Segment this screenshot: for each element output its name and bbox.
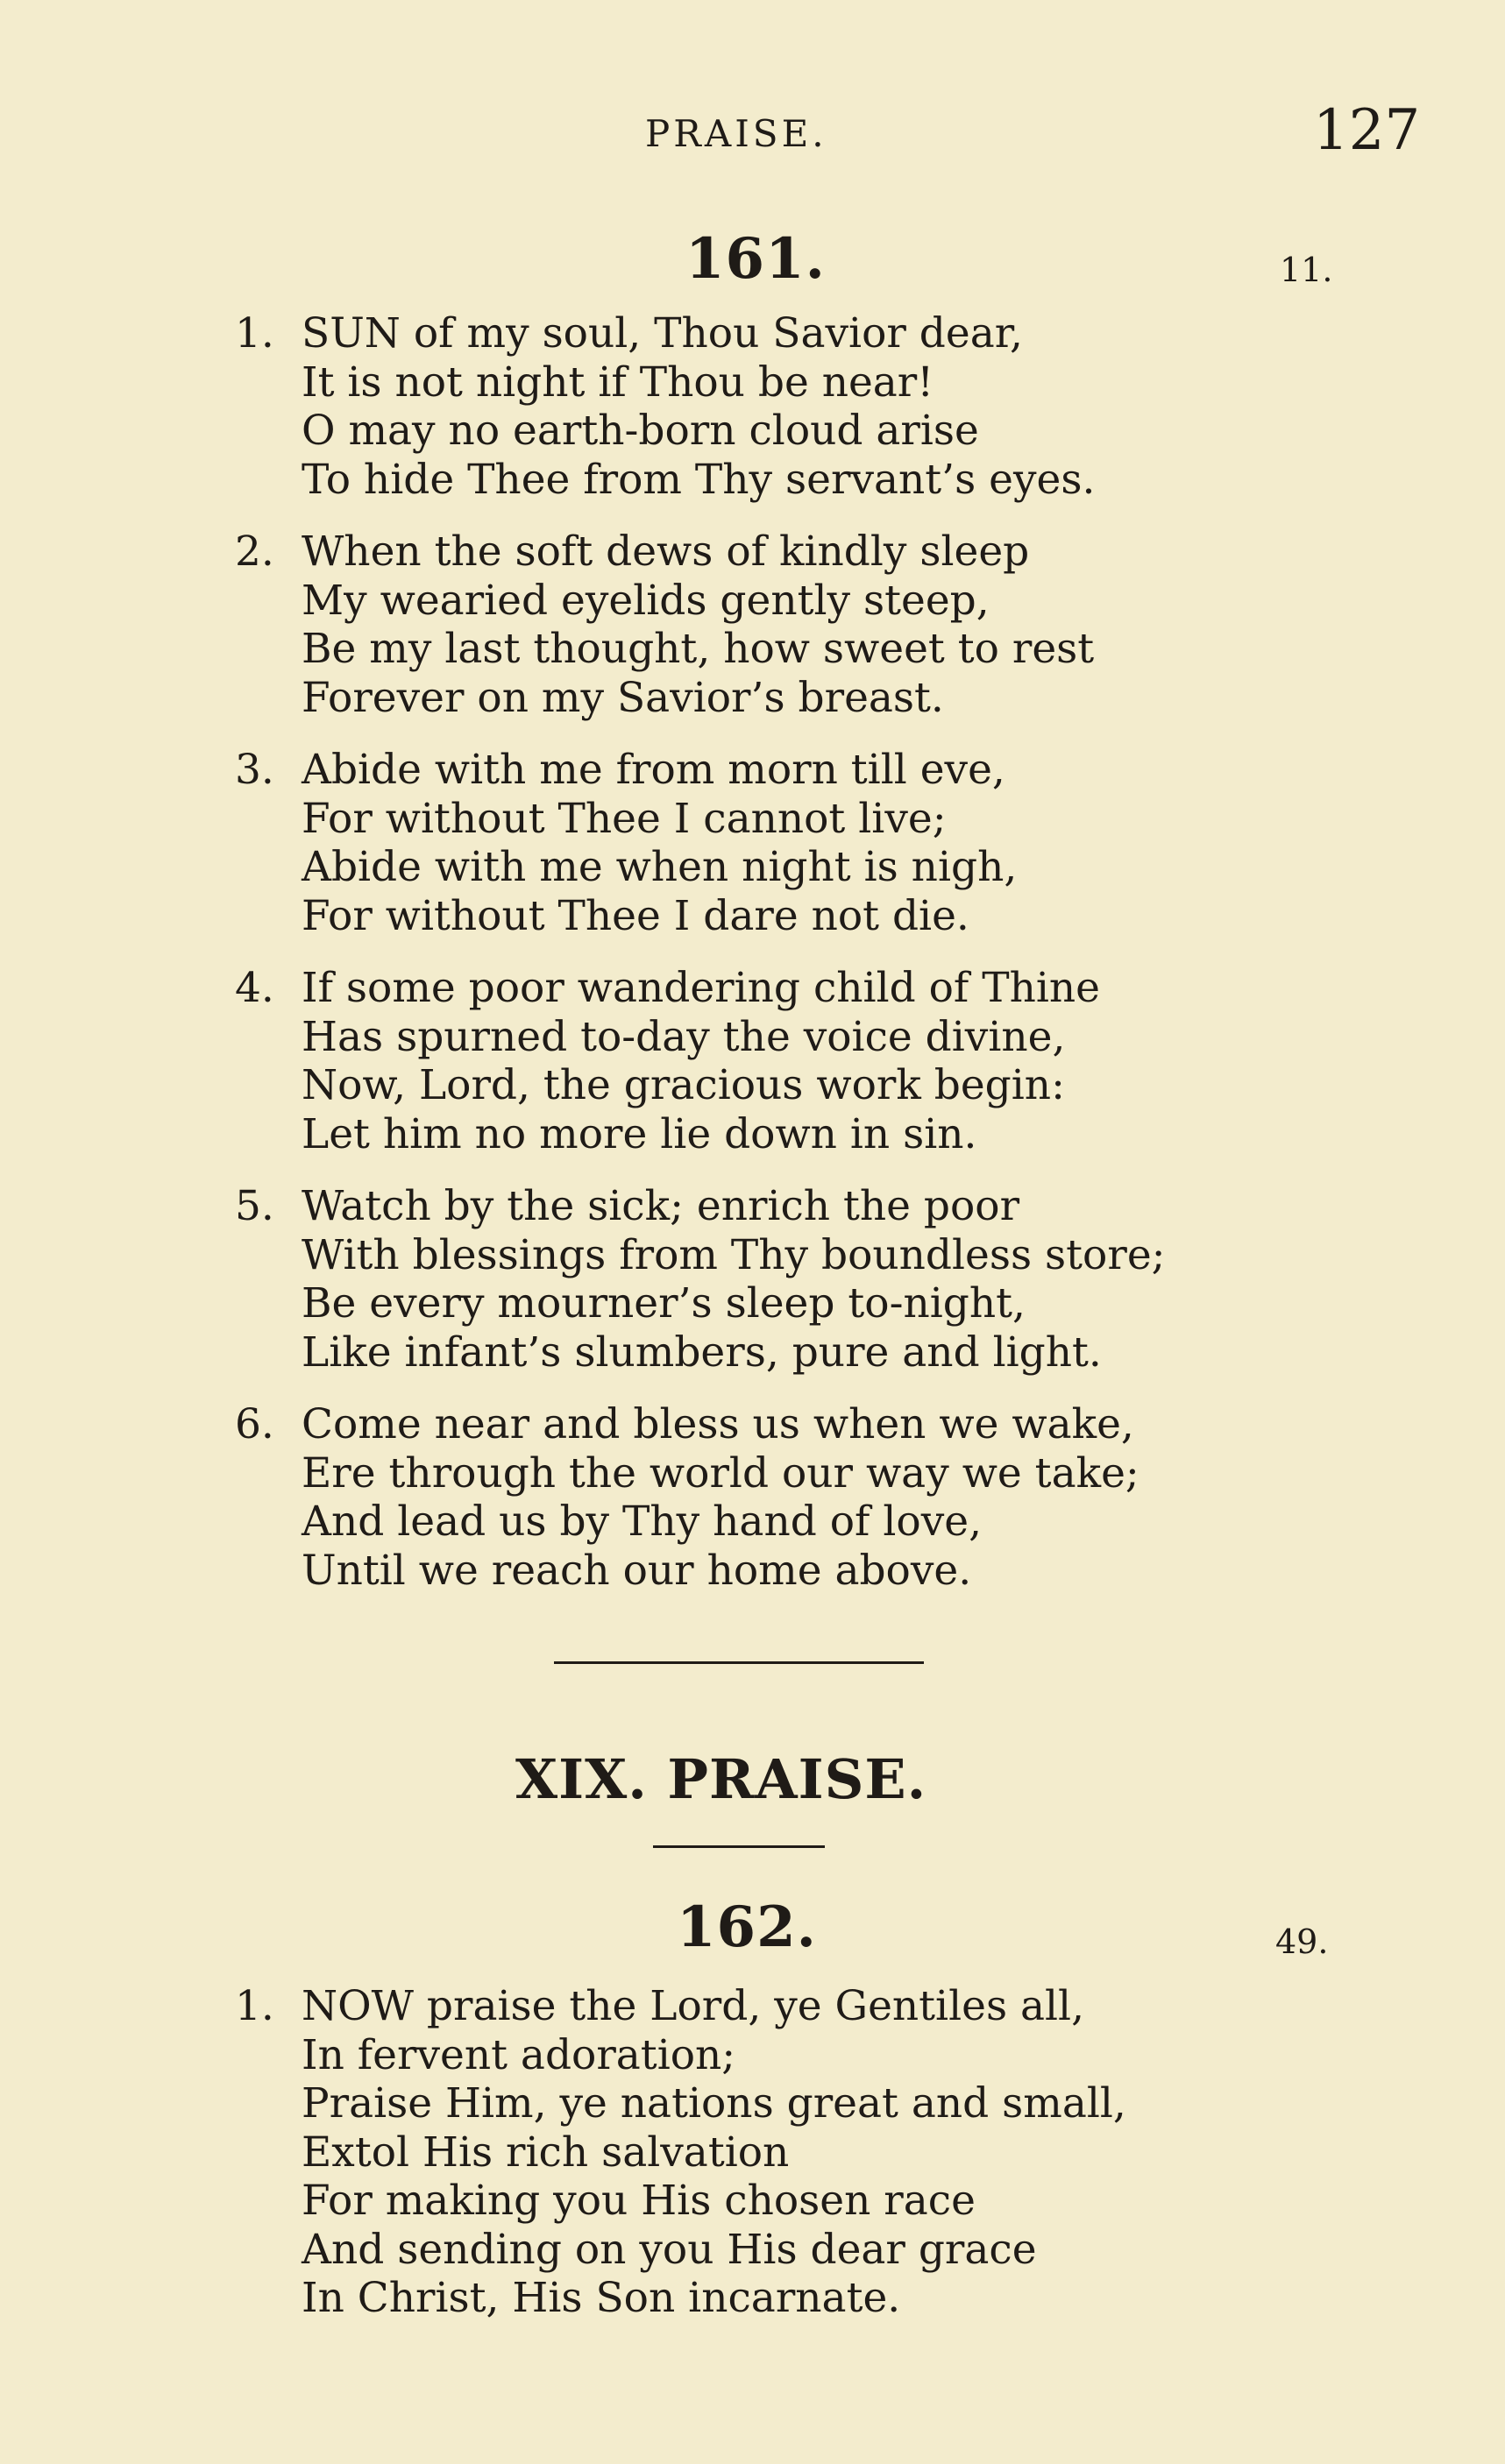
hymn-number-161: 161. [685,226,826,292]
stanza-161-3 [235,746,1017,940]
verse-line: Let him no more lie down in sin. [302,1109,977,1158]
stanza-number: 5. [235,1182,274,1230]
verse-line: For without Thee I dare not die. [302,891,969,940]
verse-line: Until we reach our home above. [302,1546,972,1595]
verse-line: My wearied eyelids gently steep, [302,576,990,625]
verse-line: If some poor wandering child of Thine [302,964,1100,1012]
stanza-number: 3. [235,746,274,794]
verse-line: For without Thee I cannot live; [302,794,947,843]
section-divider [554,1661,924,1664]
verse-line: Abide with me from morn till eve, [302,746,1005,794]
section-heading: XIX. PRAISE. [515,1747,927,1811]
stanza-161-2 [235,527,1094,722]
verse-line: And lead us by Thy hand of love, [302,1498,983,1546]
verse-line: It is not night if Thou be near! [302,358,934,407]
stanza-number: 1. [235,309,274,358]
heading-underline [653,1845,825,1848]
verse-line: Watch by the sick; enrich the poor [302,1182,1020,1230]
verse-line: Has spurned to-day the voice divine, [302,1012,1066,1061]
stanza-162-1 [235,1982,1126,2323]
stanza-number: 2. [235,527,274,576]
verse-line: In Christ, His Son incarnate. [302,2274,901,2322]
stanza-161-4 [235,964,1100,1158]
verse-line: Ere through the world our way we take; [302,1448,1139,1498]
running-head: PRAISE. [645,112,827,155]
stanza-161-5 [235,1182,1165,1377]
stanza-number: 1. [235,1982,274,2030]
verse-line: Be my last thought, how sweet to rest [302,625,1095,673]
verse-line: Abide with me when night is nigh, [302,843,1018,891]
stanza-161-1 [235,309,1095,504]
verse-line: For making you His chosen race [302,2177,976,2225]
hymn-number-162: 162. [677,1894,817,1960]
stanza-161-6 [235,1400,1139,1595]
tune-number-162: 49. [1275,1922,1329,1961]
verse-line: Extol His rich salvation [302,2128,790,2177]
verse-line: SUN of my soul, Thou Savior dear, [302,309,1023,358]
page-number: 127 [1313,98,1421,163]
verse-line: In fervent adoration; [302,2030,736,2079]
verse-line: Like infant’s slumbers, pure and light. [302,1328,1102,1377]
verse-line: Forever on my Savior’s breast. [302,673,944,722]
verse-line: Come near and bless us when we wake, [302,1400,1134,1448]
stanza-number: 6. [235,1400,274,1448]
verse-line: Praise Him, ye nations great and small, [302,2079,1126,2128]
stanza-number: 4. [235,964,274,1012]
verse-line: When the soft dews of kindly sleep [302,527,1030,576]
tune-number-161: 11. [1280,251,1333,289]
verse-line: Now, Lord, the gracious work begin: [302,1061,1065,1109]
verse-line: To hide Thee from Thy servant’s eyes. [302,455,1096,504]
verse-line: O may no earth-born cloud arise [302,407,979,455]
verse-line: With blessings from Thy boundless store; [302,1230,1166,1279]
verse-line: NOW praise the Lord, ye Gentiles all, [302,1982,1085,2030]
verse-line: Be every mourner’s sleep to-night, [302,1279,1026,1328]
verse-line: And sending on you His dear grace [302,2225,1037,2274]
